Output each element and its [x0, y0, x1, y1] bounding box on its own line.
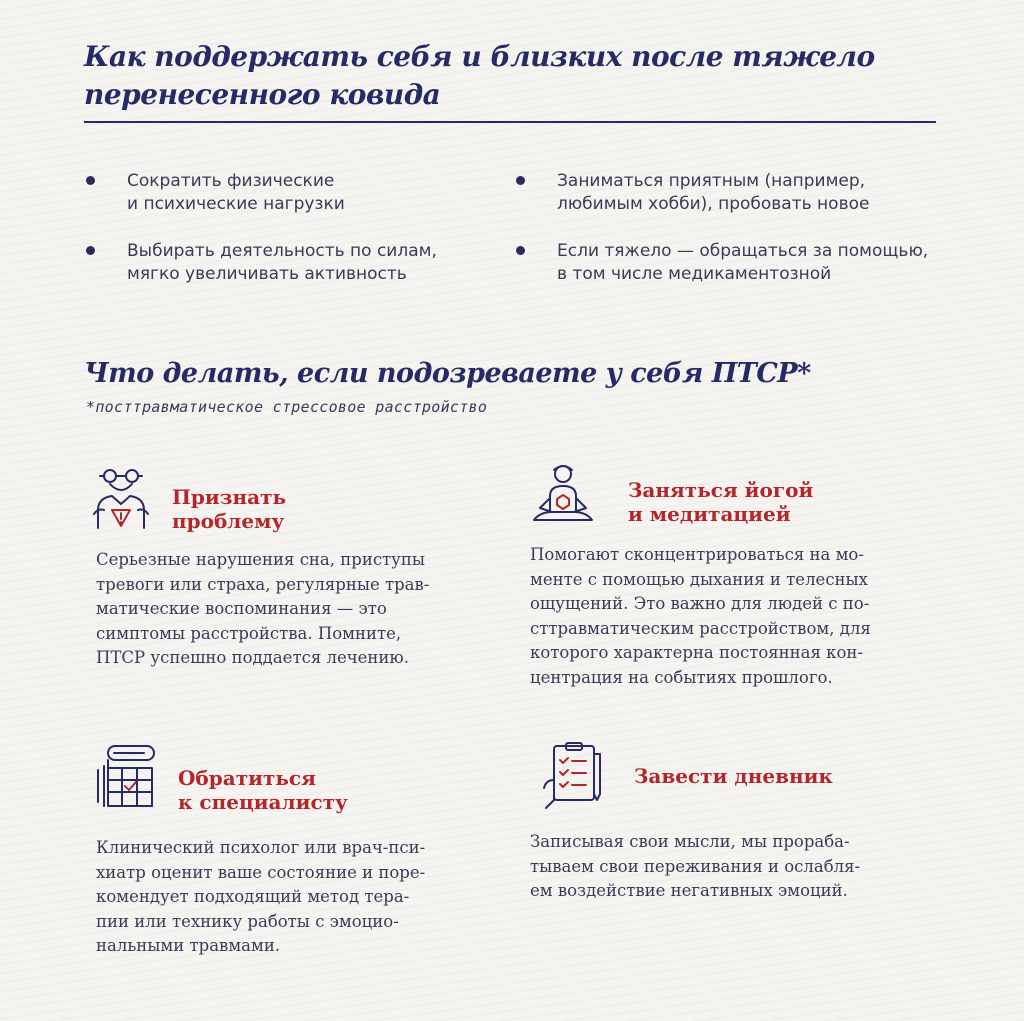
footnote: *посттравматическое стрессовое расстройство	[86, 398, 488, 416]
tip-text: Заниматься приятным (например, любимым хобби), пробовать новое	[557, 171, 870, 214]
card-title: Заняться йогой и медитацией	[628, 478, 814, 526]
card-title: Завести дневник	[634, 764, 833, 788]
calendar-appointment-icon	[94, 744, 158, 812]
bullet-dot-icon	[516, 246, 525, 255]
card-body: Записывая свои мысли, мы прораба- тываем свои переживания и ослабля- ем воздействие негативных эмоций.	[530, 832, 861, 900]
tip-item	[516, 240, 928, 286]
bullet-dot-icon	[516, 176, 525, 185]
card-body: Клинический психолог или врач-пси- хиатр оценит ваше состояние и поре- комендует подходящий метод тера- пии или технику работы с эмоцио- нальными травмами.	[96, 838, 426, 955]
tip-item	[86, 170, 345, 216]
section-title: Что делать, если подозреваете у себя ПТСР*	[84, 358, 811, 389]
tip-text: Сократить физические и психические нагрузки	[127, 171, 345, 214]
page-title: Как поддержать себя и близких после тяжело перенесенного ковида	[84, 40, 875, 111]
bullet-dot-icon	[86, 246, 95, 255]
bullet-dot-icon	[86, 176, 95, 185]
diary-checklist-icon	[540, 742, 606, 810]
card-title: Признать проблему	[172, 485, 287, 533]
person-alert-icon	[90, 466, 152, 532]
card-title: Обратиться к специалисту	[178, 766, 348, 814]
title-divider	[84, 121, 936, 123]
card-body: Помогают сконцентрироваться на мо- менте с помощью дыхания и телесных ощущений. Это важно для людей с по- сттравматическим расстройством, для которого характерна постоянная кон- центрация на событиях прошлого.	[530, 545, 871, 687]
meditation-icon	[530, 462, 596, 528]
tip-text: Если тяжело — обращаться за помощью, в том числе медикаментозной	[557, 241, 929, 284]
tip-item	[86, 240, 437, 286]
tip-item	[516, 170, 869, 216]
tip-text: Выбирать деятельность по силам, мягко увеличивать активность	[127, 241, 437, 284]
card-body: Серьезные нарушения сна, приступы тревоги или страха, регулярные трав- матические воспоминания — это симптомы расстройства. Помните, ПТСР успешно поддается лечению.	[96, 550, 430, 667]
